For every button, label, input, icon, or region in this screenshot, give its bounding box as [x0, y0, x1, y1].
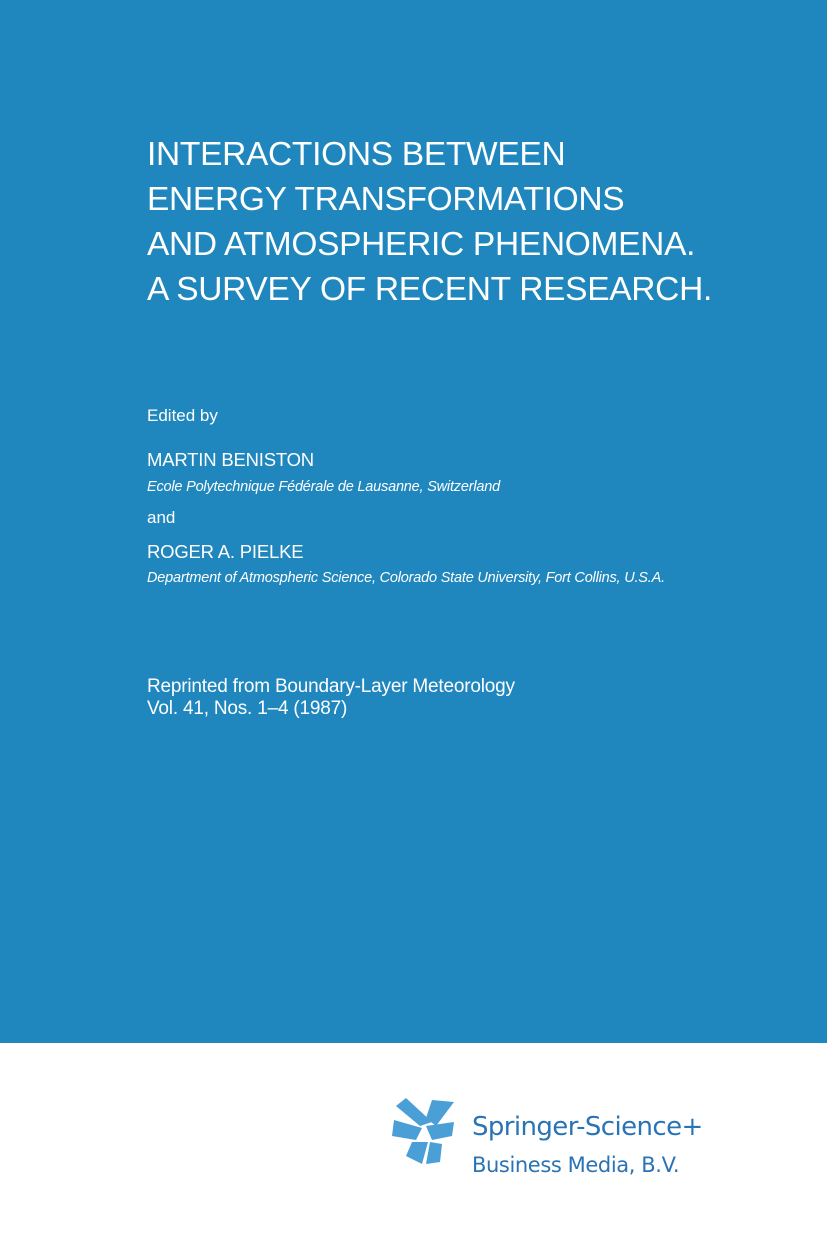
- title-line: INTERACTIONS BETWEEN: [147, 136, 566, 173]
- book-title: [147, 132, 712, 312]
- editor-name-beniston: MARTIN BENISTON: [147, 449, 314, 470]
- edited-by-label: Edited by: [147, 406, 218, 425]
- title-line: A SURVEY OF RECENT RESEARCH.: [147, 271, 712, 308]
- publisher-name-line-2: Business Media, B.V.: [472, 1153, 680, 1177]
- reprint-notice: [147, 676, 515, 720]
- title-line: AND ATMOSPHERIC PHENOMENA.: [147, 226, 696, 263]
- editor-name-pielke: ROGER A. PIELKE: [147, 541, 304, 562]
- and-label: and: [147, 508, 176, 527]
- publisher-name-line-1: Springer-Science+: [472, 1112, 703, 1142]
- springer-chess-knight-icon: [392, 1096, 458, 1166]
- reprint-volume: Vol. 41, Nos. 1–4 (1987): [147, 698, 348, 719]
- editor-affiliation-pielke: Department of Atmospheric Science, Colorado State University, Fort Collins, U.S.A.: [147, 570, 665, 586]
- editor-affiliation-beniston: Ecole Polytechnique Fédérale de Lausanne, Switzerland: [147, 479, 500, 495]
- title-line: ENERGY TRANSFORMATIONS: [147, 181, 625, 218]
- reprint-source: Reprinted from Boundary-Layer Meteorology: [147, 676, 515, 697]
